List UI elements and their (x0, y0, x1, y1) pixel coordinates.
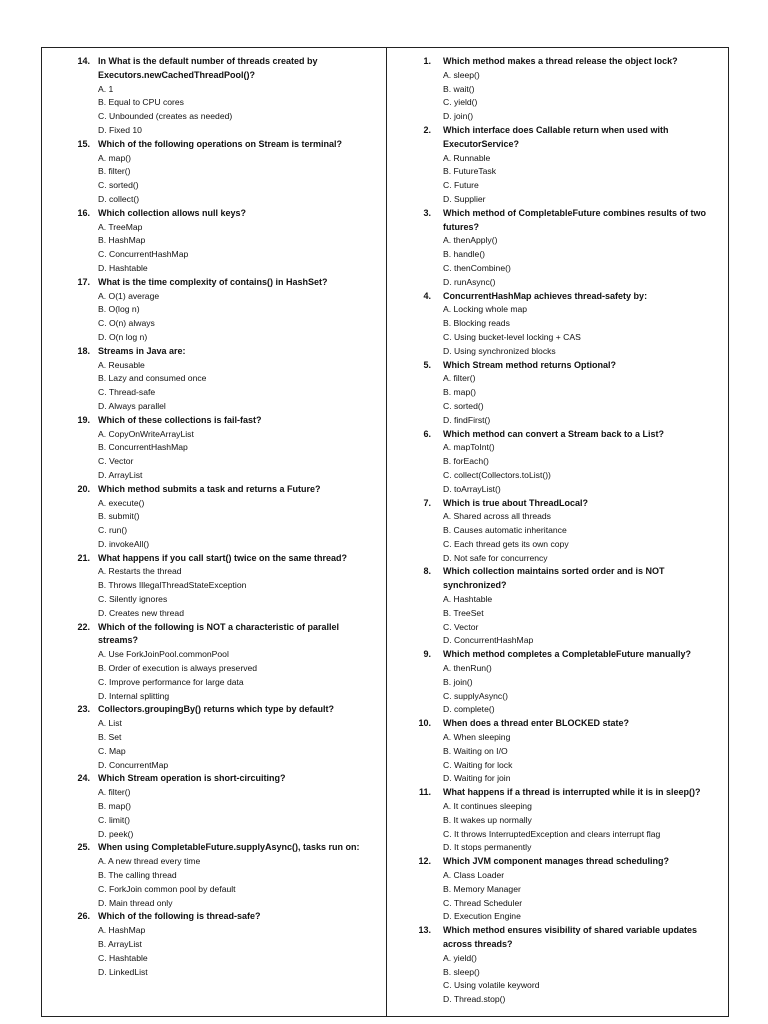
options-list (42, 290, 386, 345)
answer-option: C. O(n) always (98, 318, 155, 329)
question-text: When does a thread enter BLOCKED state? (443, 718, 630, 729)
question-header (42, 772, 386, 786)
answer-option: A. TreeMap (98, 221, 143, 232)
options-list (387, 510, 728, 565)
answer-option: A. sleep() (443, 69, 480, 80)
answer-option: C. ConcurrentHashMap (98, 249, 189, 260)
question-number: 10. (418, 718, 431, 729)
question-text: Which method makes a thread release the object lock? (443, 56, 678, 66)
answer-option: A. thenRun() (443, 663, 492, 674)
answer-option: D. ArrayList (98, 469, 143, 480)
answer-option: D. ConcurrentHashMap (443, 635, 534, 646)
question-text: When using CompletableFuture.supplyAsync(), tasks run on: (98, 842, 360, 853)
question-number: 16. (77, 207, 90, 218)
question-header (42, 138, 386, 152)
answer-option: C. Each thread gets its own copy (443, 538, 569, 549)
answer-option: A. thenApply() (443, 235, 498, 246)
answer-option: D. Supplier (443, 193, 486, 204)
question-block (42, 483, 386, 552)
answer-option: A. CopyOnWriteArrayList (98, 428, 194, 439)
answer-option: B. map() (443, 387, 476, 398)
question-text: Which of these collections is fail-fast? (98, 414, 262, 425)
question-header (387, 290, 728, 304)
question-header (42, 621, 386, 649)
question-header (387, 855, 728, 869)
question-text: Which interface does Callable return when used with ExecutorService? (443, 124, 669, 149)
question-number: 25. (77, 842, 90, 853)
question-block (42, 772, 386, 841)
answer-option: C. yield() (443, 97, 478, 108)
answer-option: B. Waiting on I/O (443, 745, 508, 756)
answer-option: B. wait() (443, 83, 475, 94)
answer-option: A. mapToInt() (443, 442, 495, 453)
options-list (387, 662, 728, 717)
answer-option: C. Future (443, 180, 479, 191)
options-list (42, 152, 386, 207)
question-header (42, 483, 386, 497)
question-number: 11. (418, 787, 431, 798)
answer-option: A. It continues sleeping (443, 801, 532, 812)
question-text: Which of the following is NOT a characteristic of parallel streams? (98, 621, 340, 646)
answer-option: A. HashMap (98, 925, 146, 936)
answer-option: C. collect(Collectors.toList()) (443, 469, 551, 480)
question-header (387, 207, 728, 235)
answer-option: A. filter() (443, 373, 476, 384)
answer-option: A. yield() (443, 952, 477, 963)
answer-option: A. Locking whole map (443, 304, 528, 315)
answer-option: B. It wakes up normally (443, 814, 532, 825)
answer-option: C. limit() (98, 814, 130, 825)
question-block (42, 552, 386, 621)
question-number: 4. (423, 290, 431, 301)
question-header (387, 565, 728, 593)
worksheet-page (41, 47, 729, 1017)
question-block (42, 910, 386, 979)
answer-option: C. Thread-safe (98, 387, 156, 398)
answer-option: B. HashMap (98, 235, 146, 246)
answer-option: B. Lazy and consumed once (98, 373, 207, 384)
answer-option: D. runAsync() (443, 276, 496, 287)
answer-option: D. Main thread only (98, 897, 173, 908)
question-block (387, 786, 728, 855)
question-header (42, 841, 386, 855)
answer-option: D. Creates new thread (98, 607, 184, 618)
question-block (42, 841, 386, 910)
question-block (387, 717, 728, 786)
answer-option: A. O(1) average (98, 290, 160, 301)
answer-option: D. Internal splitting (98, 690, 170, 701)
question-text: Streams in Java are: (98, 345, 186, 356)
answer-option: A. map() (98, 152, 131, 163)
answer-option: D. Hashtable (98, 262, 148, 273)
question-number: 6. (423, 428, 431, 439)
question-text: Which JVM component manages thread scheduling? (443, 856, 670, 867)
answer-option: A. Shared across all threads (443, 511, 551, 522)
answer-option: C. It throws InterruptedException and clears interrupt flag (443, 828, 661, 839)
question-number: 19. (77, 414, 90, 425)
answer-option: B. Blocking reads (443, 318, 510, 329)
options-list (387, 372, 728, 427)
question-number: 15. (77, 138, 90, 149)
question-number: 22. (77, 621, 90, 632)
question-header (387, 428, 728, 442)
right-column (387, 48, 728, 1016)
options-list (42, 428, 386, 483)
answer-option: B. ConcurrentHashMap (98, 442, 188, 453)
question-number: 23. (77, 704, 90, 715)
question-block (387, 648, 728, 717)
question-header (387, 359, 728, 373)
question-block (387, 55, 728, 124)
question-text: Which of the following is thread-safe? (98, 911, 261, 922)
answer-option: D. complete() (443, 704, 495, 715)
options-list (387, 234, 728, 289)
options-list (42, 855, 386, 910)
answer-option: D. Thread.stop() (443, 994, 506, 1005)
answer-option: B. Order of execution is always preserved (98, 663, 258, 674)
answer-option: C. sorted() (98, 180, 139, 191)
question-number: 14. (77, 56, 90, 66)
answer-option: B. Causes automatic inheritance (443, 525, 567, 536)
question-header (42, 345, 386, 359)
options-list (42, 497, 386, 552)
question-text: Which of the following operations on Stream is terminal? (98, 138, 343, 149)
question-number: 1. (423, 56, 431, 66)
question-block (42, 345, 386, 414)
options-list (42, 648, 386, 703)
answer-option: D. Not safe for concurrency (443, 552, 548, 563)
answer-option: B. map() (98, 801, 131, 812)
answer-option: B. ArrayList (98, 939, 142, 949)
options-list (42, 565, 386, 620)
left-column (42, 48, 387, 1016)
question-number: 26. (77, 911, 90, 922)
options-list (42, 786, 386, 841)
question-header (42, 552, 386, 566)
question-block (387, 565, 728, 648)
answer-option: D. collect() (98, 193, 140, 204)
options-list (387, 441, 728, 496)
question-text: Which method completes a CompletableFuture manually? (443, 649, 692, 660)
answer-option: A. Restarts the thread (98, 566, 182, 577)
question-block (387, 290, 728, 359)
question-text: Which Stream method returns Optional? (443, 359, 617, 370)
answer-option: D. ConcurrentMap (98, 759, 169, 770)
answer-option: B. join() (443, 676, 473, 687)
question-header (42, 910, 386, 924)
question-header (387, 924, 728, 952)
question-block (387, 855, 728, 924)
question-text: Which is true about ThreadLocal? (443, 497, 589, 508)
answer-option: D. O(n log n) (98, 331, 148, 342)
answer-option: A. When sleeping (443, 732, 511, 743)
question-header (387, 497, 728, 511)
question-text: What happens if you call start() twice on the same thread? (98, 552, 348, 563)
answer-option: D. peek() (98, 828, 134, 839)
options-list (42, 359, 386, 414)
options-list (387, 952, 728, 1007)
question-text: What is the time complexity of contains() in HashSet? (98, 276, 328, 287)
question-header (387, 55, 728, 69)
answer-option: B. forEach() (443, 456, 489, 467)
options-list (42, 221, 386, 276)
answer-option: B. The calling thread (98, 870, 177, 881)
answer-option: C. Improve performance for large data (98, 676, 244, 687)
question-block (42, 276, 386, 345)
question-header (42, 414, 386, 428)
question-text: Which method can convert a Stream back to a List? (443, 428, 665, 439)
answer-option: D. Always parallel (98, 400, 166, 411)
answer-option: A. filter() (98, 787, 131, 798)
answer-option: B. Throws IllegalThreadStateException (98, 580, 247, 591)
question-header (387, 124, 728, 152)
question-header (387, 648, 728, 662)
options-list (387, 303, 728, 358)
answer-option: C. Silently ignores (98, 594, 168, 605)
question-text: Which Stream operation is short-circuiting? (98, 773, 286, 784)
question-header (42, 207, 386, 221)
answer-option: C. run() (98, 525, 128, 536)
question-number: 12. (418, 856, 431, 867)
answer-option: B. Equal to CPU cores (98, 97, 184, 108)
answer-option: A. List (98, 718, 122, 729)
answer-option: D. Fixed 10 (98, 124, 142, 135)
answer-option: C. Waiting for lock (443, 759, 513, 770)
answer-option: A. Reusable (98, 359, 145, 370)
question-text: Which method ensures visibility of shared variable updates across threads? (443, 925, 698, 949)
question-block (42, 55, 386, 138)
answer-option: A. Use ForkJoinPool.commonPool (98, 649, 229, 660)
answer-option: B. Memory Manager (443, 883, 521, 894)
question-number: 20. (77, 483, 90, 494)
answer-option: D. findFirst() (443, 414, 491, 425)
answer-option: D. join() (443, 111, 474, 122)
answer-option: C. thenCombine() (443, 262, 511, 273)
question-number: 2. (423, 124, 431, 135)
answer-option: C. Vector (443, 621, 479, 632)
answer-option: A. 1 (98, 83, 114, 94)
question-block (387, 924, 728, 1007)
question-header (42, 55, 386, 83)
answer-option: D. LinkedList (98, 966, 148, 977)
options-list (387, 69, 728, 124)
answer-option: B. sleep() (443, 966, 480, 977)
question-block (387, 428, 728, 497)
question-number: 7. (423, 497, 431, 508)
question-text: ConcurrentHashMap achieves thread-safety by: (443, 290, 648, 301)
answer-option: B. TreeSet (443, 607, 484, 618)
question-block (42, 703, 386, 772)
question-number: 18. (77, 345, 90, 356)
answer-option: D. It stops permanently (443, 842, 532, 853)
question-block (387, 497, 728, 566)
question-block (42, 138, 386, 207)
answer-option: B. FutureTask (443, 166, 497, 177)
answer-option: D. invokeAll() (98, 538, 150, 549)
question-number: 17. (77, 276, 90, 287)
answer-option: B. handle() (443, 249, 486, 260)
answer-option: A. Runnable (443, 152, 491, 163)
question-number: 5. (423, 359, 431, 370)
answer-option: A. A new thread every time (98, 856, 201, 867)
answer-option: C. Map (98, 745, 126, 756)
question-number: 8. (423, 566, 431, 577)
options-list (387, 593, 728, 648)
question-text: Which collection allows null keys? (98, 207, 247, 218)
question-text: Which method of CompletableFuture combines results of two futures? (443, 207, 707, 232)
answer-option: D. Using synchronized blocks (443, 345, 556, 356)
options-list (387, 152, 728, 207)
question-number: 13. (418, 925, 431, 936)
question-text: Which collection maintains sorted order and is NOT synchronized? (443, 566, 665, 591)
question-number: 9. (423, 649, 431, 660)
answer-option: B. submit() (98, 511, 140, 522)
question-block (387, 359, 728, 428)
question-text: Which method submits a task and returns a Future? (98, 483, 321, 494)
answer-option: A. Hashtable (443, 594, 493, 605)
question-number: 24. (77, 773, 90, 784)
answer-option: A. Class Loader (443, 870, 505, 881)
answer-option: C. supplyAsync() (443, 690, 508, 701)
question-block (387, 124, 728, 207)
answer-option: C. Thread Scheduler (443, 897, 523, 908)
answer-option: B. Set (98, 732, 122, 743)
question-header (387, 786, 728, 800)
answer-option: B. O(log n) (98, 304, 140, 315)
options-list (42, 717, 386, 772)
answer-option: C. Using bucket-level locking + CAS (443, 331, 581, 342)
question-text: Collectors.groupingBy() returns which type by default? (98, 704, 335, 715)
question-block (42, 414, 386, 483)
answer-option: C. Vector (98, 456, 134, 467)
question-block (42, 621, 386, 704)
question-text: What happens if a thread is interrupted while it is in sleep()? (443, 787, 701, 798)
answer-option: C. ForkJoin common pool by default (98, 883, 236, 894)
question-number: 21. (77, 552, 90, 563)
question-text: In What is the default number of threads created by Executors.newCachedThreadPool()? (98, 56, 318, 80)
answer-option: B. filter() (98, 166, 131, 177)
answer-option: C. sorted() (443, 400, 484, 411)
question-block (387, 207, 728, 290)
options-list (42, 83, 386, 138)
answer-option: D. Execution Engine (443, 911, 521, 922)
options-list (42, 924, 386, 979)
answer-option: D. Waiting for join (443, 773, 511, 784)
options-list (387, 869, 728, 924)
answer-option: C. Using volatile keyword (443, 980, 540, 991)
question-header (42, 703, 386, 717)
answer-option: C. Unbounded (creates as needed) (98, 111, 233, 122)
answer-option: C. Hashtable (98, 952, 148, 963)
question-block (42, 207, 386, 276)
options-list (387, 731, 728, 786)
question-header (387, 717, 728, 731)
answer-option: D. toArrayList() (443, 483, 501, 494)
options-list (387, 800, 728, 855)
question-number: 3. (423, 207, 431, 218)
question-header (42, 276, 386, 290)
answer-option: A. execute() (98, 497, 145, 508)
